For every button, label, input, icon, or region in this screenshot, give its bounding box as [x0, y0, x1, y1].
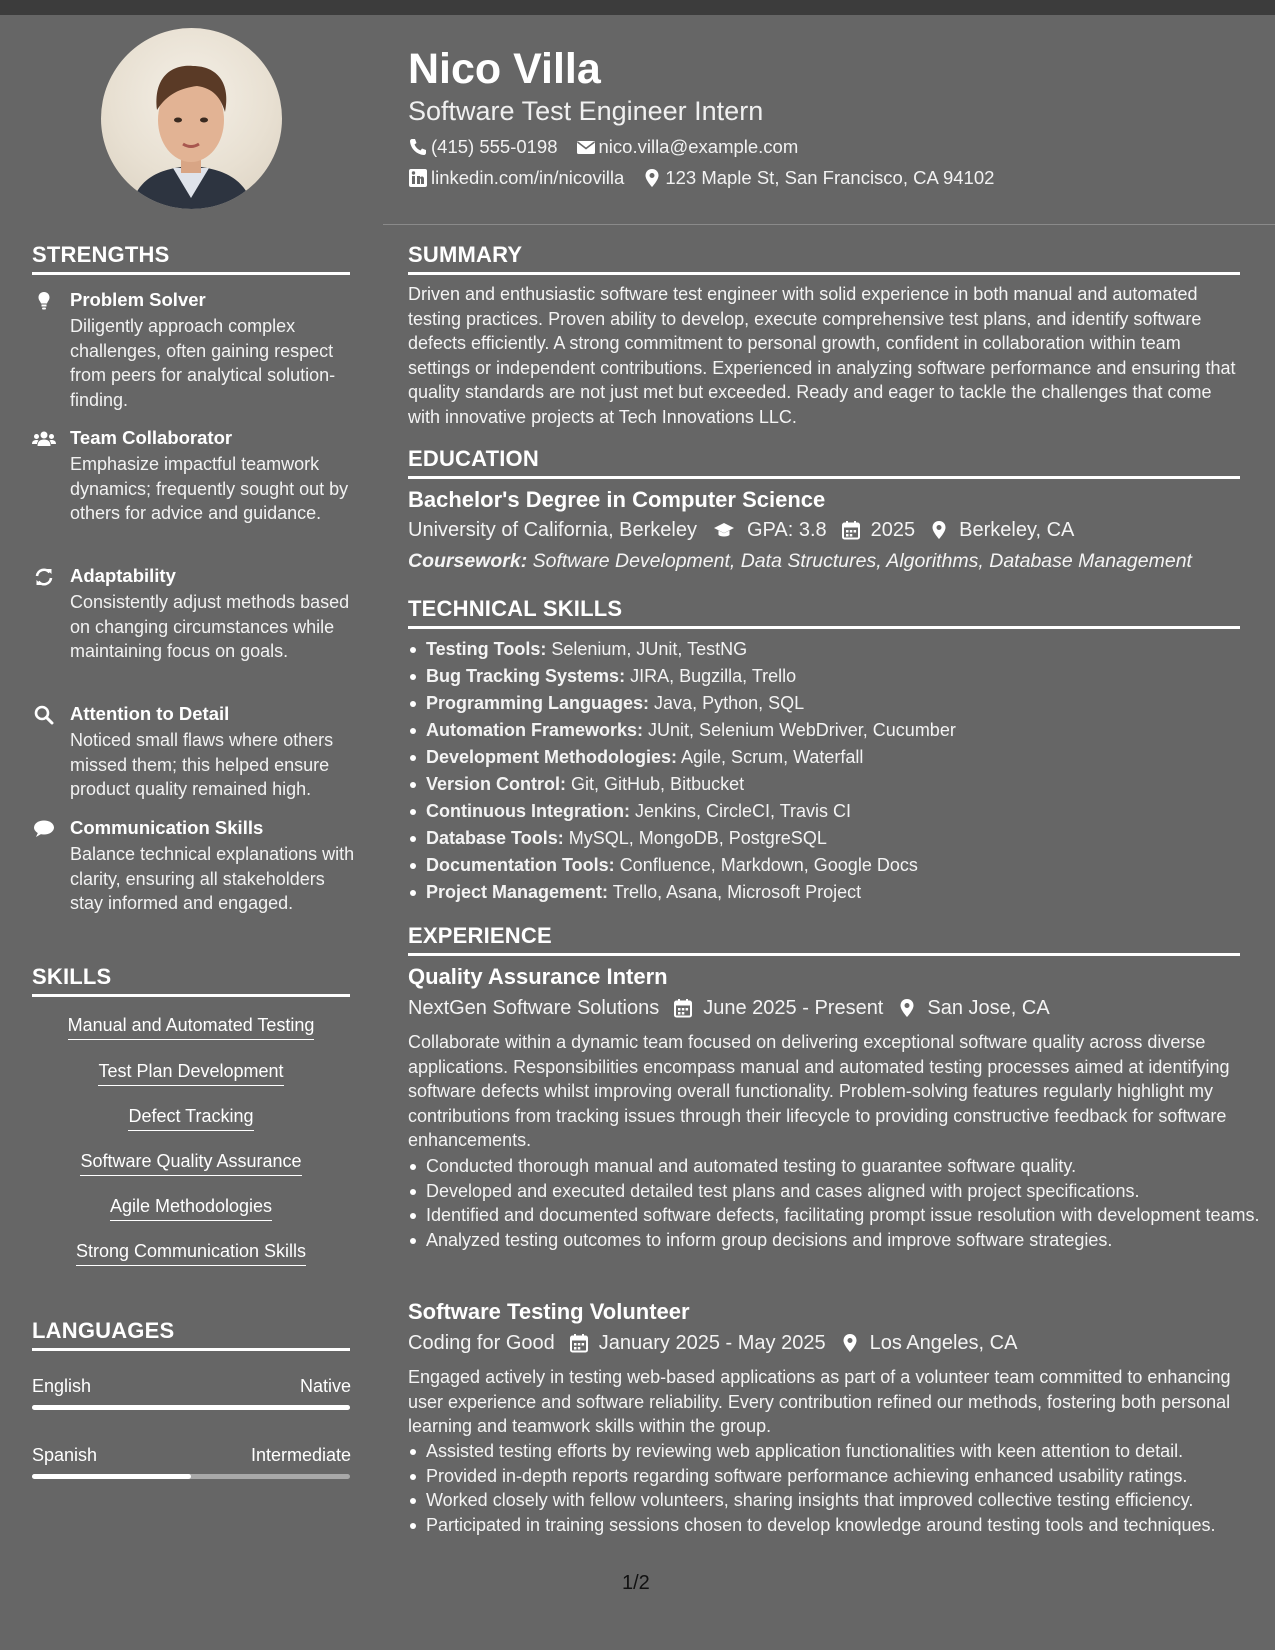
- skill-tag: Agile Methodologies: [32, 1195, 350, 1221]
- candidate-name: Nico Villa: [408, 45, 601, 93]
- skill-tag: Defect Tracking: [32, 1105, 350, 1131]
- address-text: 123 Maple St, San Francisco, CA 94102: [665, 167, 995, 188]
- strength-title: Adaptability: [70, 565, 176, 586]
- header-divider: [383, 224, 1275, 225]
- education-meta: [408, 518, 1074, 542]
- page-number: 1/2: [622, 1572, 650, 1594]
- company-name: NextGen Software Solutions: [408, 997, 660, 1019]
- list-item: Project Management: Trello, Asana, Microsoft Project: [426, 879, 1266, 906]
- calendar-icon: [569, 1333, 589, 1353]
- calendar-icon: [673, 998, 693, 1018]
- list-item: Bug Tracking Systems: JIRA, Bugzilla, Trello: [426, 663, 1266, 690]
- language-proficiency-fill: [32, 1474, 191, 1479]
- job-title: Software Testing Volunteer: [408, 1299, 690, 1324]
- list-item: Conducted thorough manual and automated testing to guarantee software quality.: [426, 1154, 1261, 1179]
- strengths-rule: [32, 272, 350, 275]
- list-item: Automation Frameworks: JUnit, Selenium WebDriver, Cucumber: [426, 717, 1266, 744]
- job-meta: [408, 1331, 1017, 1355]
- strength-title: Team Collaborator: [70, 427, 233, 448]
- job-title: Quality Assurance Intern: [408, 964, 668, 989]
- skill-tag: Test Plan Development: [32, 1060, 350, 1086]
- job-meta: [408, 996, 1050, 1020]
- map-pin-icon: [642, 168, 662, 188]
- language-name: Spanish: [32, 1445, 98, 1465]
- education-location: Berkeley, CA: [959, 519, 1075, 541]
- coursework-label: Coursework:: [408, 550, 528, 572]
- summary-rule: [408, 272, 1240, 275]
- contact-line-1: [408, 136, 798, 158]
- sync-icon: [32, 567, 56, 587]
- company-name: Coding for Good: [408, 1332, 555, 1354]
- education-rule: [408, 476, 1240, 479]
- job-description: Engaged actively in testing web-based applications as part of a volunteer team committed to enhancing user experience and software reliability. Every contribution refined our methods, fostering both personal learning and teamwork skills within the group.: [408, 1367, 1231, 1436]
- strength-title: Attention to Detail: [70, 703, 230, 724]
- list-item: Worked closely with fellow volunteers, sharing insights that improved collective testing efficiency.: [426, 1488, 1271, 1513]
- top-bar: [0, 0, 1275, 15]
- strength-title: Problem Solver: [70, 289, 206, 310]
- school-name: University of California, Berkeley: [408, 519, 697, 541]
- summary-heading: SUMMARY: [408, 242, 523, 267]
- skill-tag: Manual and Automated Testing: [32, 1014, 350, 1040]
- language-level: Intermediate: [250, 1445, 351, 1465]
- experience-heading: EXPERIENCE: [408, 923, 552, 948]
- degree-title: Bachelor's Degree in Computer Science: [408, 487, 826, 512]
- job-bullets: [408, 1154, 1261, 1252]
- strengths-heading: STRENGTHS: [32, 242, 170, 267]
- envelope-icon: [576, 137, 596, 157]
- skill-tag: Strong Communication Skills: [32, 1240, 350, 1266]
- strength-description: Noticed small flaws where others missed them; this helped ensure product quality remained high.: [70, 730, 334, 799]
- skills-rule: [32, 994, 350, 997]
- map-pin-icon: [897, 998, 917, 1018]
- phone-number[interactable]: (415) 555-0198: [431, 136, 558, 157]
- language-level: Native: [299, 1376, 351, 1396]
- list-item: Participated in training sessions chosen to develop knowledge around testing tools and techniques.: [426, 1513, 1271, 1538]
- languages-rule: [32, 1348, 350, 1351]
- technical-skills-rule: [408, 626, 1240, 629]
- education-heading: EDUCATION: [408, 446, 539, 471]
- list-item: Documentation Tools: Confluence, Markdown, Google Docs: [426, 852, 1266, 879]
- list-item: Continuous Integration: Jenkins, CircleCI, Travis CI: [426, 798, 1266, 825]
- summary-text: Driven and enthusiastic software test engineer with solid experience in both manual and automated testing practices. Proven ability to develop, execute comprehensive test plans, and identify software defects efficiently. A strong commitment to personal growth, confident in collaboration within team settings or independent contributions. Experienced in analyzing software performance and ensuring that quality standards are not just met but exceeded. Ready and eager to tackle the challenges that come with innovative projects at Tech Innovations LLC.: [408, 284, 1236, 427]
- list-item: Database Tools: MySQL, MongoDB, PostgreSQL: [426, 825, 1266, 852]
- list-item: Programming Languages: Java, Python, SQL: [426, 690, 1266, 717]
- linkedin-link[interactable]: linkedin.com/in/nicovilla: [431, 167, 625, 188]
- map-pin-icon: [840, 1333, 860, 1353]
- experience-rule: [408, 953, 1240, 956]
- list-item: Developed and executed detailed test plans and cases aligned with project specifications.: [426, 1179, 1261, 1204]
- contact-line-2: [408, 167, 994, 189]
- job-location: Los Angeles, CA: [869, 1332, 1018, 1354]
- candidate-title: Software Test Engineer Intern: [408, 96, 764, 126]
- list-item: Testing Tools: Selenium, JUnit, TestNG: [426, 636, 1266, 663]
- list-item: Analyzed testing outcomes to inform group decisions and improve software strategies.: [426, 1228, 1261, 1253]
- language-proficiency-bar: [32, 1474, 350, 1479]
- graduation-year: 2025: [870, 519, 916, 541]
- list-item: Development Methodologies: Agile, Scrum, Waterfall: [426, 744, 1266, 771]
- job-dates: June 2025 - Present: [703, 997, 884, 1019]
- lightbulb-icon: [32, 291, 56, 311]
- users-icon: [32, 429, 56, 449]
- job-dates: January 2025 - May 2025: [598, 1332, 826, 1354]
- gpa-text: GPA: 3.8: [747, 519, 827, 541]
- skill-tag: Software Quality Assurance: [32, 1150, 350, 1176]
- coursework-line: [408, 549, 1192, 573]
- calendar-icon: [841, 520, 861, 540]
- list-item: Version Control: Git, GitHub, Bitbucket: [426, 771, 1266, 798]
- list-item: Provided in-depth reports regarding software performance achieving enhanced usability ratings.: [426, 1464, 1271, 1489]
- strength-description: Emphasize impactful teamwork dynamics; frequently sought out by others for advice and guidance.: [70, 454, 349, 523]
- strength-description: Diligently approach complex challenges, often gaining respect from peers for analytical solution-finding.: [70, 316, 336, 410]
- speech-bubble-icon: [32, 819, 56, 839]
- list-item: Identified and documented software defects, facilitating prompt issue resolution with development teams.: [426, 1203, 1261, 1228]
- job-bullets: [408, 1439, 1271, 1537]
- language-proficiency-bar: [32, 1405, 350, 1410]
- job-description: Collaborate within a dynamic team focused on delivering exceptional software quality across diverse applications. Responsibilities encompass manual and automated testing processes aimed at identifying software defects whilst improving overall functionality. Problem-solving features regularly highlight my contributions from tracking issues through their lifecycle to providing constructive feedback for software enhancements.: [408, 1032, 1230, 1150]
- email-link[interactable]: nico.villa@example.com: [598, 136, 799, 157]
- job-location: San Jose, CA: [927, 997, 1050, 1019]
- technical-skills-heading: TECHNICAL SKILLS: [408, 596, 623, 621]
- strength-description: Balance technical explanations with clarity, ensuring all stakeholders stay informed and engaged.: [70, 844, 355, 913]
- phone-icon: [408, 137, 428, 157]
- linkedin-icon: [408, 168, 428, 188]
- coursework-text: Software Development, Data Structures, Algorithms, Database Management: [532, 550, 1192, 572]
- technical-skills-list: [408, 636, 1266, 906]
- language-name: English: [32, 1376, 92, 1396]
- map-pin-icon: [929, 520, 949, 540]
- list-item: Assisted testing efforts by reviewing web application functionalities with keen attention to detail.: [426, 1439, 1271, 1464]
- strength-title: Communication Skills: [70, 817, 264, 838]
- profile-photo: [101, 28, 282, 209]
- strength-description: Consistently adjust methods based on changing circumstances while maintaining focus on goals.: [70, 592, 350, 661]
- search-icon: [32, 705, 56, 725]
- graduation-cap-icon: [711, 520, 737, 540]
- skills-heading: SKILLS: [32, 964, 112, 989]
- language-proficiency-fill: [32, 1405, 350, 1410]
- languages-heading: LANGUAGES: [32, 1318, 175, 1343]
